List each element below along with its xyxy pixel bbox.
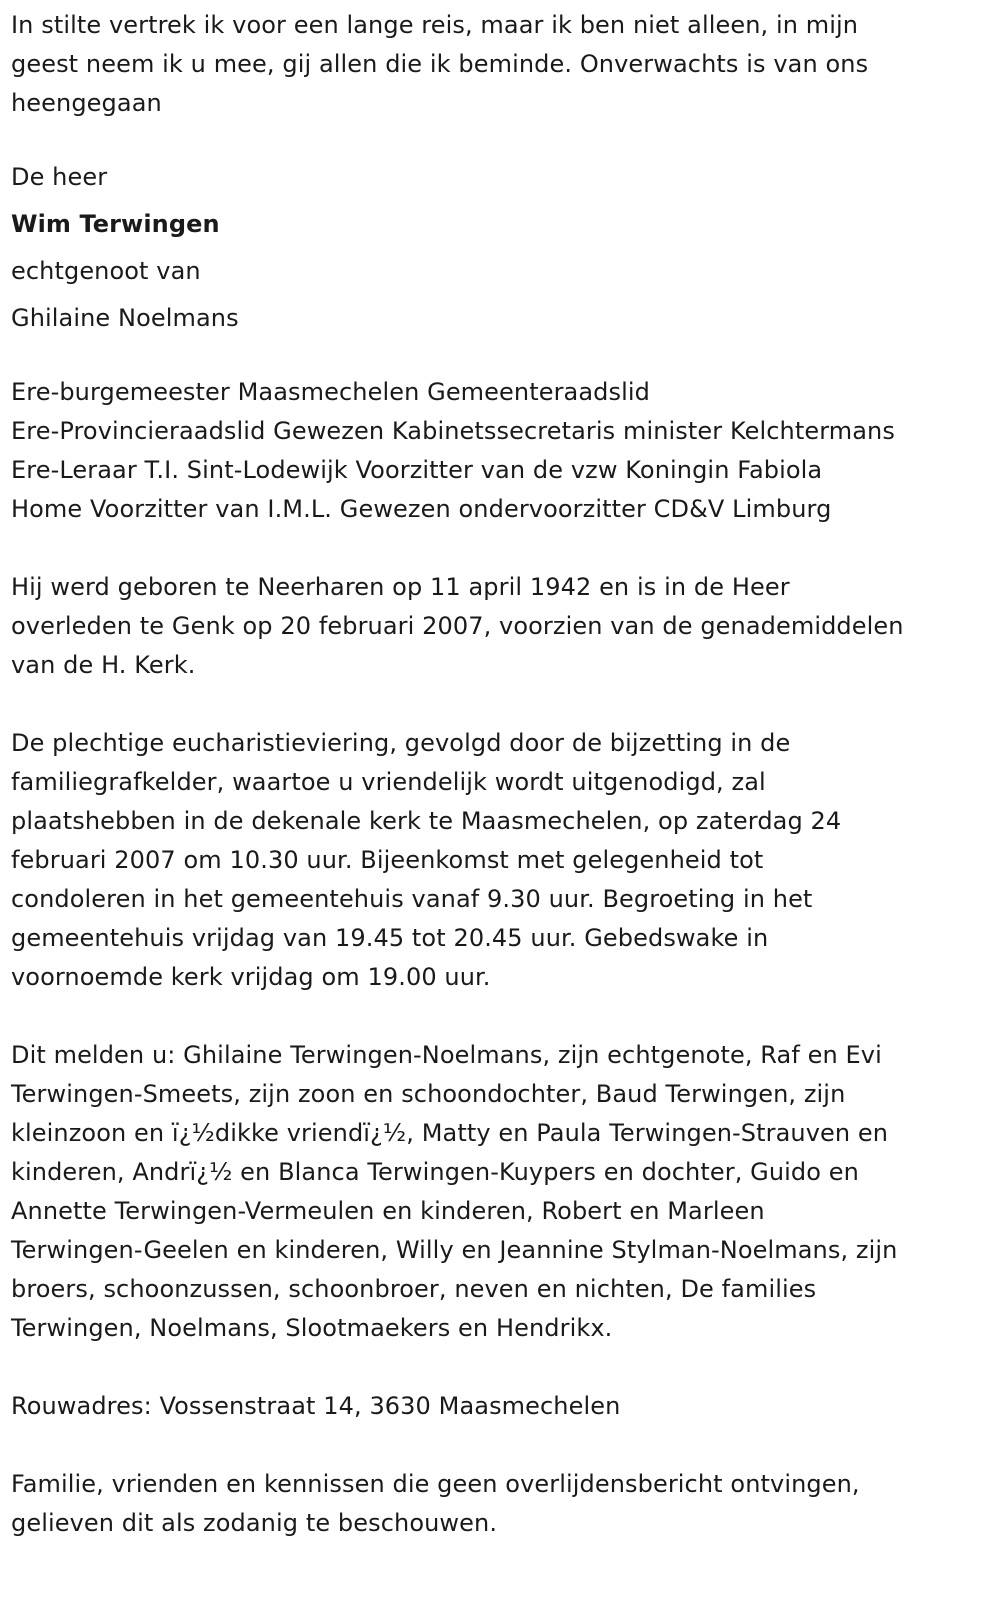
deceased-name: Wim Terwingen xyxy=(11,210,220,238)
text-line: Hij werd geboren te Neerharen op 11 april 1942 en is in de Heer xyxy=(11,573,790,601)
text-line: Dit melden u: Ghilaine Terwingen-Noelmans, zijn echtgenote, Raf en Evi xyxy=(11,1041,882,1069)
mourning-address: Rouwadres: Vossenstraat 14, 3630 Maasmechelen xyxy=(11,1392,621,1420)
text-line: Terwingen, Noelmans, Slootmaekers en Hendrikx. xyxy=(11,1314,613,1342)
birth-death-paragraph xyxy=(11,568,1000,685)
spouse-name: Ghilaine Noelmans xyxy=(11,304,239,332)
salutation: De heer xyxy=(11,163,108,191)
text-line: Terwingen-Smeets, zijn zoon en schoondochter, Baud Terwingen, zijn xyxy=(11,1080,846,1108)
text-line: heengegaan xyxy=(11,89,162,117)
text-line: kinderen, Andrï¿½ en Blanca Terwingen-Kuypers en dochter, Guido en xyxy=(11,1158,859,1186)
text-line: Ere-Leraar T.I. Sint-Lodewijk Voorzitter van de vzw Koningin Fabiola xyxy=(11,456,823,484)
text-line: gelieven dit als zodanig te beschouwen. xyxy=(11,1509,498,1537)
text-line: Ere-Provincieraadslid Gewezen Kabinetssecretaris minister Kelchtermans xyxy=(11,417,895,445)
text-line: Familie, vrienden en kennissen die geen overlijdensbericht ontvingen, xyxy=(11,1470,860,1498)
relation: echtgenoot van xyxy=(11,257,201,285)
text-line: In stilte vertrek ik voor een lange reis, maar ik ben niet alleen, in mijn xyxy=(11,11,859,39)
text-line: Home Voorzitter van I.M.L. Gewezen ondervoorzitter CD&V Limburg xyxy=(11,495,832,523)
text-line: voornoemde kerk vrijdag om 19.00 uur. xyxy=(11,963,491,991)
closing-paragraph xyxy=(11,1465,1000,1543)
text-line: Annette Terwingen-Vermeulen en kinderen, Robert en Marleen xyxy=(11,1197,765,1225)
text-line: kleinzoon en ï¿½dikke vriendï¿½, Matty en Paula Terwingen-Strauven en xyxy=(11,1119,889,1147)
text-line: De plechtige eucharistieviering, gevolgd door de bijzetting in de xyxy=(11,729,791,757)
text-line: gemeentehuis vrijdag van 19.45 tot 20.45 uur. Gebedswake in xyxy=(11,924,769,952)
text-line: februari 2007 om 10.30 uur. Bijeenkomst met gelegenheid tot xyxy=(11,846,764,874)
text-line: familiegrafkelder, waartoe u vriendelijk wordt uitgenodigd, zal xyxy=(11,768,766,796)
text-line: van de H. Kerk. xyxy=(11,651,196,679)
ceremony-paragraph xyxy=(11,724,1000,997)
text-line: overleden te Genk op 20 februari 2007, voorzien van de genademiddelen xyxy=(11,612,904,640)
family-paragraph xyxy=(11,1036,1000,1348)
text-line: plaatshebben in de dekenale kerk te Maasmechelen, op zaterdag 24 xyxy=(11,807,842,835)
text-line: Ere-burgemeester Maasmechelen Gemeenteraadslid xyxy=(11,378,650,406)
intro-paragraph xyxy=(11,6,1000,123)
text-line: broers, schoonzussen, schoonbroer, neven en nichten, De families xyxy=(11,1275,817,1303)
text-line: geest neem ik u mee, gij allen die ik beminde. Onverwachts is van ons xyxy=(11,50,869,78)
text-line: condoleren in het gemeentehuis vanaf 9.30 uur. Begroeting in het xyxy=(11,885,813,913)
titles-paragraph xyxy=(11,373,1000,529)
text-line: Terwingen-Geelen en kinderen, Willy en Jeannine Stylman-Noelmans, zijn xyxy=(11,1236,898,1264)
